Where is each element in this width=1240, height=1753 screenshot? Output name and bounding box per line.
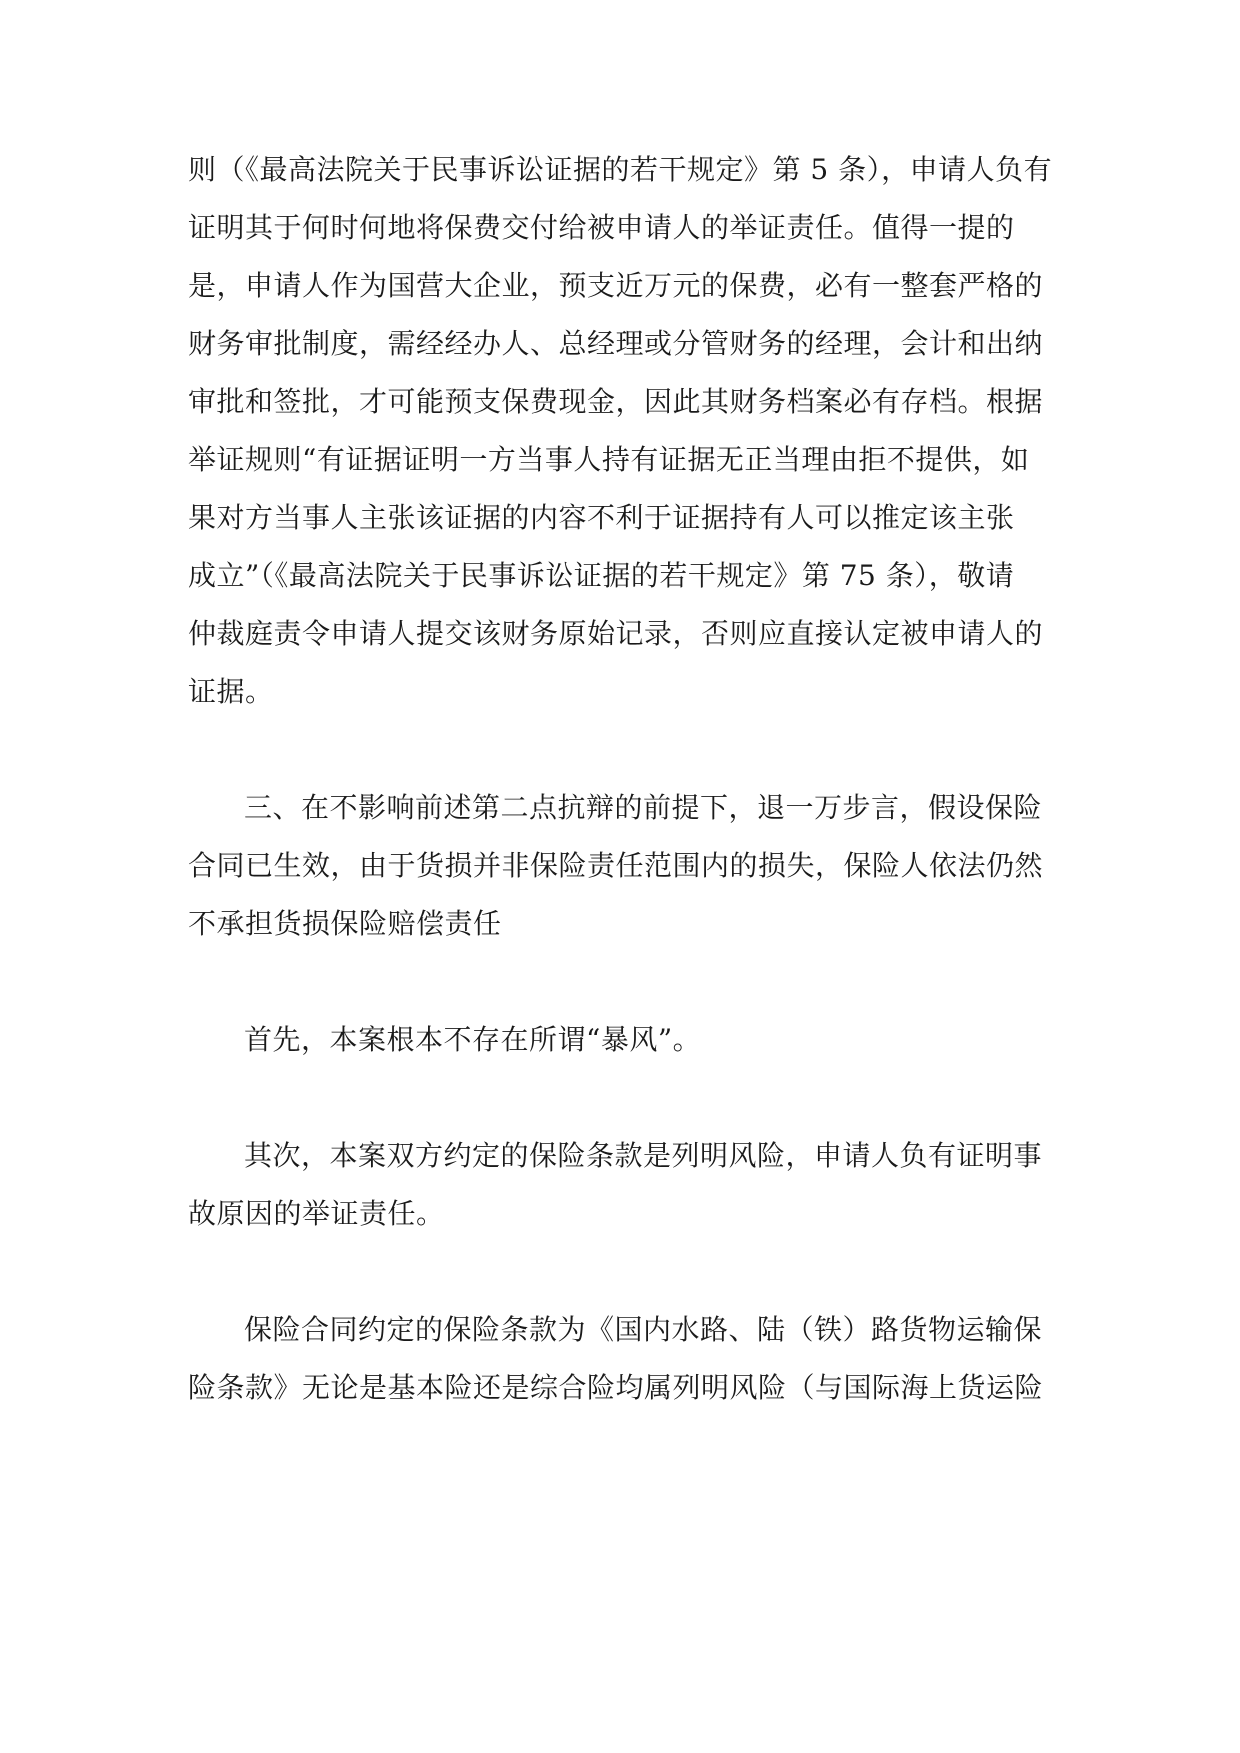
paragraph-3-line-1: 首先，本案根本不存在所谓“暴风”。 <box>244 1023 702 1056</box>
paragraph-1-line-4: 财务审批制度，需经经办人、总经理或分管财务的经理，会计和出纳 <box>188 327 1044 360</box>
paragraph-1-line-1: 则（《最高法院关于民事诉讼证据的若干规定》第 5 条），申请人负有 <box>188 153 1053 186</box>
paragraph-5-line-1: 保险合同约定的保险条款为《国内水路、陆（铁）路货物运输保 <box>244 1313 1043 1346</box>
paragraph-1-line-2: 证明其于何时何地将保费交付给被申请人的举证责任。值得一提的 <box>188 211 1015 244</box>
paragraph-1-line-6: 举证规则“有证据证明一方当事人持有证据无正当理由拒不提供，如 <box>188 443 1030 476</box>
paragraph-4-line-2: 故原因的举证责任。 <box>188 1197 445 1230</box>
paragraph-2-line-2: 合同已生效，由于货损并非保险责任范围内的损失，保险人依法仍然 <box>188 849 1044 882</box>
paragraph-1-line-7: 果对方当事人主张该证据的内容不利于证据持有人可以推定该主张 <box>188 501 1015 534</box>
paragraph-1-line-8: 成立”（《最高法院关于民事诉讼证据的若干规定》第 75 条），敬请 <box>188 559 1015 592</box>
paragraph-1-line-9: 仲裁庭责令申请人提交该财务原始记录，否则应直接认定被申请人的 <box>188 617 1044 650</box>
paragraph-5-line-2: 险条款》无论是基本险还是综合险均属列明风险（与国际海上货运险 <box>188 1371 1044 1404</box>
paragraph-4-line-1: 其次，本案双方约定的保险条款是列明风险，申请人负有证明事 <box>244 1139 1043 1172</box>
paragraph-2-line-3: 不承担货损保险赔偿责任 <box>188 907 502 940</box>
paragraph-1-line-3: 是，申请人作为国营大企业，预支近万元的保费，必有一整套严格的 <box>188 269 1044 302</box>
paragraph-1-line-5: 审批和签批，才可能预支保费现金，因此其财务档案必有存档。根据 <box>188 385 1044 418</box>
paragraph-2-line-1: 三、在不影响前述第二点抗辩的前提下，退一万步言，假设保险 <box>244 791 1043 824</box>
paragraph-1-line-10: 证据。 <box>188 675 274 708</box>
